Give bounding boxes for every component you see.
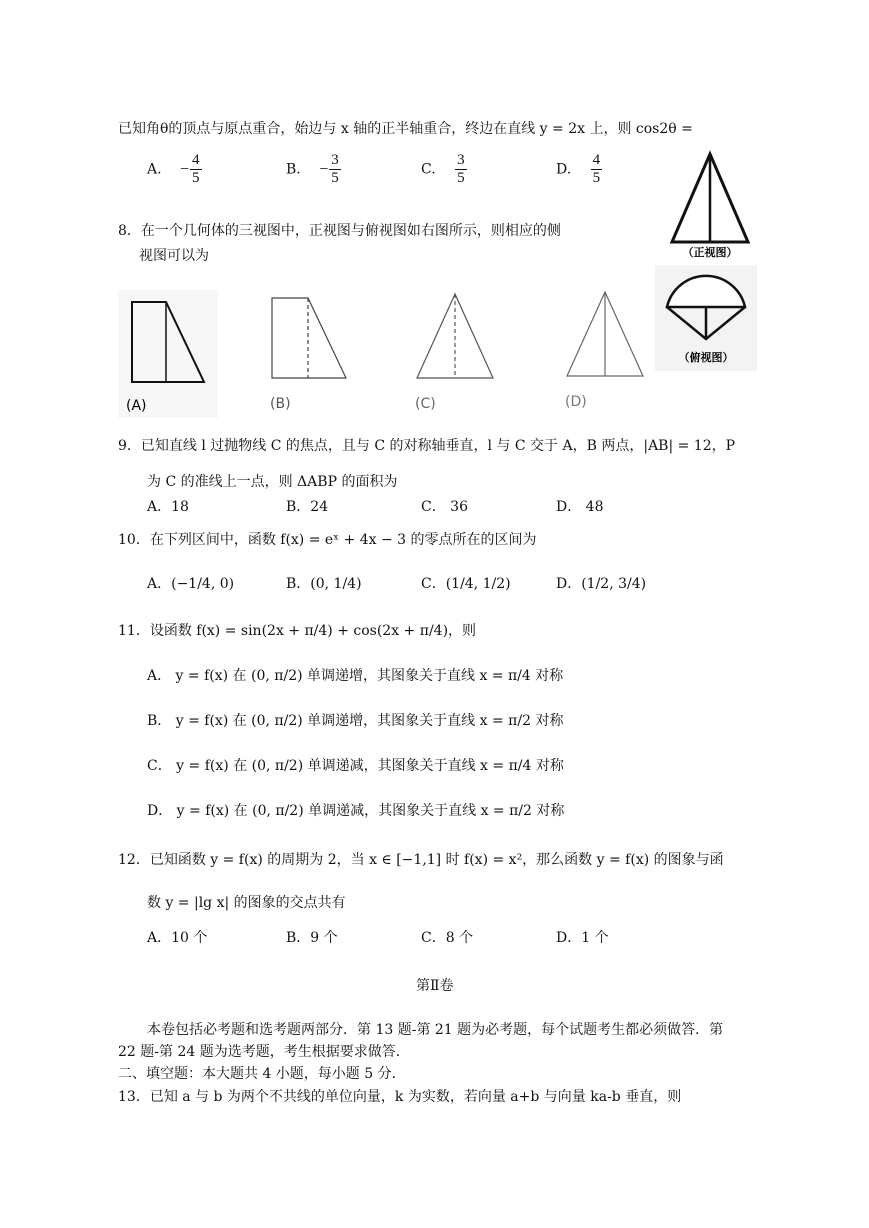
choice-d-label: (D): [565, 394, 587, 410]
q8-stem-line2: 视图可以为: [139, 248, 209, 264]
q11-option-b: B． y = f(x) 在 (0, π/2) 单调递增，其图象关于直线 x = π/2 对称: [147, 713, 564, 729]
part2-intro-line2: 22 题-第 24 题为选考题，考生根据要求做答．: [118, 1044, 410, 1060]
q13-stem: 13．已知 a 与 b 为两个不共线的单位向量，k 为实数，若向量 a+b 与向量 ka-b 垂直，则: [118, 1089, 682, 1105]
q9-option-a: A．18: [147, 499, 189, 515]
side-view-choice-d: [555, 288, 655, 420]
q10-stem: 10．在下列区间中，函数 f(x) = eˣ + 4x − 3 的零点所在的区间为: [118, 532, 537, 548]
part2-title: 第Ⅱ卷: [416, 978, 454, 994]
q7-stem: [118, 118, 693, 138]
side-view-choice-b: [260, 290, 360, 422]
q9-stem-line1: 9．已知直线 l 过抛物线 C 的焦点，且与 C 的对称轴垂直，l 与 C 交于 A，B 两点，|AB| = 12，P: [118, 438, 736, 454]
q9-option-b: B．24: [286, 499, 329, 515]
part2-intro-line1: 本卷包括必考题和选考题两部分．第 13 题-第 21 题为必考题，每个试题考生都必须做答．第: [147, 1022, 724, 1038]
q9-option-c: C． 36: [421, 499, 468, 515]
q12-option-a: A．10 个: [147, 930, 208, 946]
q10-option-d: D．(1/2, 3/4): [556, 576, 647, 592]
q11-option-c: C． y = f(x) 在 (0, π/2) 单调递减，其图象关于直线 x = π/4 对称: [147, 758, 564, 774]
q9-option-d: D． 48: [556, 499, 604, 515]
q11-option-a: A． y = f(x) 在 (0, π/2) 单调递增，其图象关于直线 x = π/4 对称: [147, 668, 564, 684]
q8-stem-line1: 8．在一个几何体的三视图中，正视图与俯视图如右图所示，则相应的侧: [118, 223, 561, 239]
q12-option-b: B．9 个: [286, 930, 338, 946]
q11-stem: 11．设函数 f(x) = sin(2x + π/4) + cos(2x + π/4)，则: [118, 623, 477, 639]
q12-stem-line2: 数 y = |lg x| 的图象的交点共有: [147, 895, 346, 911]
q7-option-b: B. − $\frac{3}{5}$: [286, 152, 339, 186]
choice-a-label: (A): [126, 398, 147, 414]
q7-text: 已知角θ的顶点与原点重合，始边与 x 轴的正半轴重合，终边在直线 y = 2x 上，则 cos2θ =: [118, 121, 693, 137]
section-header-fill-in: 二、填空题：本大题共 4 小题，每小题 5 分．: [118, 1066, 406, 1082]
q7-option-c: C. $\frac{3}{5}$: [421, 152, 465, 186]
choice-c-label: (C): [415, 396, 436, 412]
front-view-caption: （正视图）: [682, 246, 738, 259]
side-view-choice-a: [118, 290, 218, 422]
q10-option-c: C．(1/4, 1/2): [421, 576, 511, 592]
side-view-choice-c: [405, 290, 505, 422]
choice-b-label: (B): [270, 396, 291, 412]
top-view-caption: （俯视图）: [678, 351, 734, 364]
q11-option-d: D． y = f(x) 在 (0, π/2) 单调递减，其图象关于直线 x = π/2 对称: [147, 803, 565, 819]
q7-option-a: A. − $\frac{4}{5}$: [147, 152, 200, 186]
front-view-figure: [660, 150, 760, 266]
q10-option-b: B．(0, 1/4): [286, 576, 362, 592]
q7-option-d: D. $\frac{4}{5}$: [556, 152, 601, 186]
q12-option-d: D．1 个: [556, 930, 609, 946]
q12-stem-line1: 12．已知函数 y = f(x) 的周期为 2，当 x ∈ [−1,1] 时 f(x) = x²，那么函数 y = f(x) 的图象与函: [118, 852, 724, 868]
q12-option-c: C．8 个: [421, 930, 474, 946]
top-view-figure: [655, 265, 757, 375]
q10-option-a: A．(−1/4, 0): [147, 576, 235, 592]
q9-stem-line2: 为 C 的准线上一点，则 ΔABP 的面积为: [147, 474, 398, 490]
